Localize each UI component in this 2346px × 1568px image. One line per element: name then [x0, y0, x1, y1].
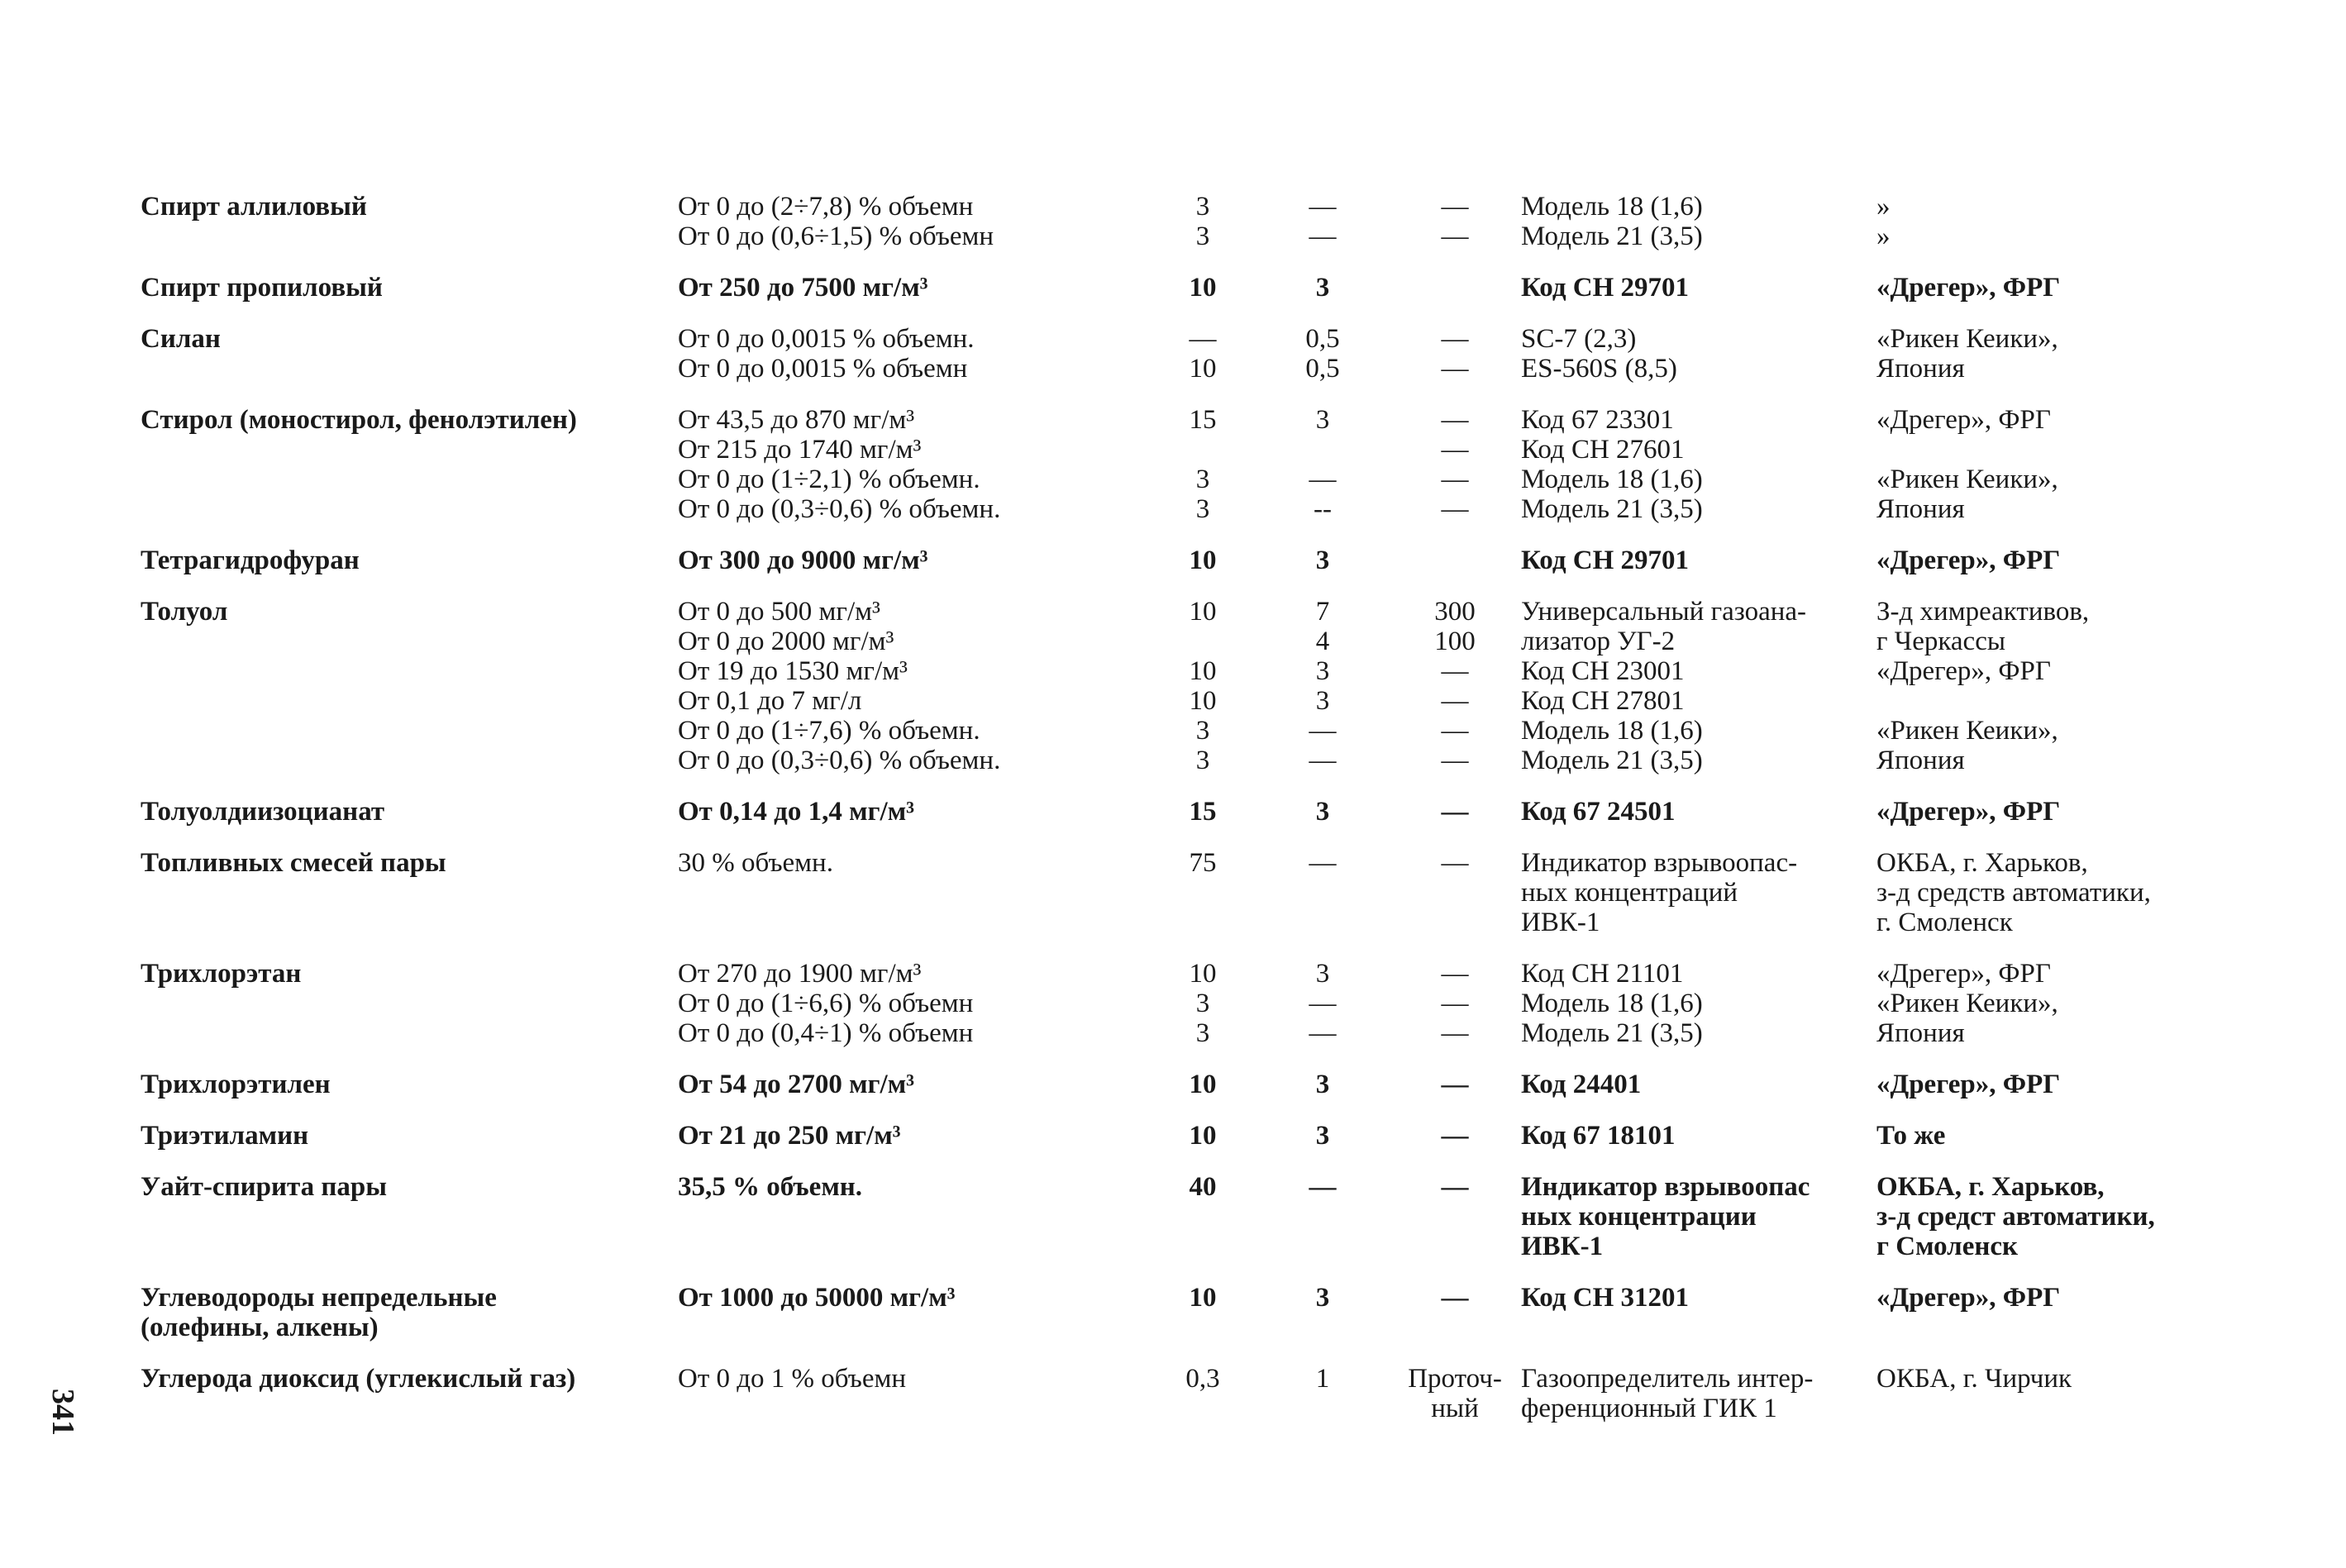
measurement-range: От 0 до (0,6÷1,5) % объемн [678, 222, 994, 251]
table-row [141, 1283, 2240, 1364]
value-a: 10 [1189, 273, 1217, 303]
value-a: 10 [1189, 354, 1217, 384]
manufacturer-cell [1876, 1364, 2240, 1445]
device-name: Индикатор взрывоопас [1521, 1172, 1810, 1202]
manufacturer: з-д средст автоматики, [1876, 1202, 2155, 1232]
table-row [141, 597, 2240, 797]
manufacturer: г. Смоленск [1876, 908, 2013, 937]
measurement-range: От 0 до (0,3÷0,6) % объемн. [678, 494, 1001, 524]
manufacturer: Япония [1876, 1018, 1965, 1048]
value-b: — [1309, 192, 1337, 222]
manufacturer: г Черкассы [1876, 627, 2006, 656]
value-c: — [1441, 222, 1469, 251]
measurement-range: От 0 до 0,0015 % объемн [678, 354, 968, 384]
table-row [141, 1364, 2240, 1445]
manufacturer: «Рикен Кеики», [1876, 324, 2058, 354]
value-c-cell [1389, 192, 1521, 273]
value-a: 10 [1189, 656, 1217, 686]
device-name: Код СН 31201 [1521, 1283, 1690, 1313]
value-b: — [1309, 1018, 1337, 1048]
value-c: 300 [1434, 597, 1476, 627]
measurement-range-cell [678, 192, 1149, 273]
substance-name: Спирт аллиловый [141, 192, 367, 222]
value-b-cell [1256, 597, 1389, 797]
value-c: — [1441, 1121, 1469, 1151]
measurement-range-cell [678, 1172, 1149, 1283]
value-b: — [1309, 989, 1337, 1018]
value-b: 4 [1315, 627, 1330, 656]
measurement-range: От 1000 до 50000 мг/м³ [678, 1283, 956, 1313]
manufacturer: З-д химреактивов, [1876, 597, 2090, 627]
value-a-cell [1149, 797, 1256, 848]
measurement-range: От 0 до (1÷7,6) % объемн. [678, 716, 980, 746]
measurement-range-cell [678, 597, 1149, 797]
substance-name-cell [141, 848, 678, 959]
substance-name: Стирол (моностирол, фенолэтилен) [141, 405, 577, 435]
manufacturer: «Дрегер», ФРГ [1876, 656, 2051, 686]
value-c: — [1441, 959, 1469, 989]
device-name: ных концентраций [1521, 878, 1738, 908]
value-b: 3 [1315, 656, 1330, 686]
value-c-cell [1389, 405, 1521, 546]
manufacturer: «Дрегер», ФРГ [1876, 405, 2051, 435]
device-name: лизатор УГ-2 [1521, 627, 1676, 656]
device-name: Модель 21 (3,5) [1521, 746, 1703, 775]
value-a: 10 [1189, 686, 1217, 716]
manufacturer-cell [1876, 546, 2240, 597]
value-b: 3 [1315, 1283, 1330, 1313]
device-name: Код СН 27801 [1521, 686, 1685, 716]
value-b-cell [1256, 273, 1389, 324]
value-a: 10 [1189, 1121, 1217, 1151]
value-a-cell [1149, 1070, 1256, 1121]
value-c-cell [1389, 959, 1521, 1070]
value-b: — [1309, 1172, 1337, 1202]
substance-name-cell [141, 273, 678, 324]
value-c-cell [1389, 546, 1521, 597]
value-b-cell [1256, 405, 1389, 546]
table-row [141, 546, 2240, 597]
device-name-cell [1521, 405, 1876, 546]
measurement-range: От 0 до (0,3÷0,6) % объемн. [678, 746, 1001, 775]
value-c: — [1441, 716, 1469, 746]
table-row [141, 848, 2240, 959]
table-row [141, 1070, 2240, 1121]
value-b: 7 [1315, 597, 1330, 627]
substance-name: Углеводороды непредельные [141, 1283, 497, 1313]
substance-name-cell [141, 405, 678, 546]
value-b-cell [1256, 959, 1389, 1070]
value-c: — [1441, 989, 1469, 1018]
measurement-range: От 300 до 9000 мг/м³ [678, 546, 928, 575]
value-a: 40 [1189, 1172, 1217, 1202]
device-name: Модель 18 (1,6) [1521, 465, 1703, 494]
measurement-range-cell [678, 797, 1149, 848]
substance-name-cell [141, 324, 678, 405]
value-c: — [1441, 1018, 1469, 1048]
value-a-cell [1149, 1121, 1256, 1172]
device-name: Индикатор взрывоопас- [1521, 848, 1798, 878]
measurement-range: От 43,5 до 870 мг/м³ [678, 405, 915, 435]
value-c-cell [1389, 848, 1521, 959]
manufacturer: ОКБА, г. Харьков, [1876, 1172, 2105, 1202]
value-a-cell [1149, 546, 1256, 597]
manufacturer: » [1876, 192, 1891, 222]
value-b: — [1309, 222, 1337, 251]
table-row [141, 797, 2240, 848]
device-name: ИВК-1 [1521, 1232, 1604, 1261]
measurement-range: От 0 до 2000 мг/м³ [678, 627, 894, 656]
device-name: Модель 18 (1,6) [1521, 716, 1703, 746]
substance-name-cell [141, 1283, 678, 1364]
value-a [1149, 627, 1256, 656]
device-name-cell [1521, 192, 1876, 273]
table-row [141, 959, 2240, 1070]
manufacturer: г Смоленск [1876, 1232, 2019, 1261]
device-name: ных концентрации [1521, 1202, 1757, 1232]
value-c: — [1441, 1172, 1469, 1202]
table-row [141, 324, 2240, 405]
value-b: -- [1314, 494, 1332, 524]
value-c: ный [1431, 1394, 1479, 1423]
measurement-range-cell [678, 1121, 1149, 1172]
gas-analyzer-table [141, 192, 2240, 1445]
value-c-cell [1389, 273, 1521, 324]
measurement-range: От 54 до 2700 мг/м³ [678, 1070, 915, 1099]
value-a: 3 [1195, 746, 1210, 775]
value-a: 3 [1195, 494, 1210, 524]
substance-name-cell [141, 1121, 678, 1172]
value-a-cell [1149, 324, 1256, 405]
value-c: Проточ- [1408, 1364, 1502, 1394]
device-name: Модель 21 (3,5) [1521, 1018, 1703, 1048]
value-b: 3 [1315, 959, 1330, 989]
measurement-range-cell [678, 1283, 1149, 1364]
value-b-cell [1256, 192, 1389, 273]
substance-name-cell [141, 1364, 678, 1445]
device-name: SC-7 (2,3) [1521, 324, 1637, 354]
measurement-range: От 0,14 до 1,4 мг/м³ [678, 797, 915, 827]
measurement-range: От 0 до (1÷2,1) % объемн. [678, 465, 980, 494]
value-c-cell [1389, 797, 1521, 848]
substance-name: Спирт пропиловый [141, 273, 383, 303]
value-b: 3 [1315, 273, 1330, 303]
measurement-range-cell [678, 848, 1149, 959]
manufacturer-cell [1876, 192, 2240, 273]
measurement-range: От 0 до 500 мг/м³ [678, 597, 880, 627]
measurement-range: 35,5 % объемн. [678, 1172, 863, 1202]
value-c: — [1441, 1070, 1469, 1099]
value-c-cell [1389, 597, 1521, 797]
value-a-cell [1149, 192, 1256, 273]
measurement-range-cell [678, 1070, 1149, 1121]
measurement-range: От 0 до 1 % объемн [678, 1364, 907, 1394]
device-name: Модель 21 (3,5) [1521, 222, 1703, 251]
value-c-cell [1389, 1172, 1521, 1283]
value-b-cell [1256, 1121, 1389, 1172]
value-c: — [1441, 324, 1469, 354]
device-name-cell [1521, 1364, 1876, 1445]
manufacturer-cell [1876, 273, 2240, 324]
value-c: 100 [1434, 627, 1476, 656]
measurement-range-cell [678, 546, 1149, 597]
manufacturer: «Дрегер», ФРГ [1876, 959, 2051, 989]
manufacturer: «Дрегер», ФРГ [1876, 797, 2061, 827]
table-row [141, 1121, 2240, 1172]
value-c: — [1441, 656, 1469, 686]
manufacturer-cell [1876, 848, 2240, 959]
value-b: 0,5 [1305, 354, 1340, 384]
manufacturer-cell [1876, 405, 2240, 546]
table-row [141, 273, 2240, 324]
manufacturer: Япония [1876, 354, 1965, 384]
value-b: — [1309, 465, 1337, 494]
value-b: 3 [1315, 405, 1330, 435]
value-a-cell [1149, 848, 1256, 959]
value-a-cell [1149, 405, 1256, 546]
value-b-cell [1256, 324, 1389, 405]
manufacturer-cell [1876, 597, 2240, 797]
value-c-cell [1389, 1121, 1521, 1172]
value-a: 10 [1189, 597, 1217, 627]
device-name: Код СН 29701 [1521, 546, 1690, 575]
substance-name: Углерода диоксид (углекислый газ) [141, 1364, 576, 1394]
value-c: — [1441, 435, 1469, 465]
value-c-cell [1389, 1283, 1521, 1364]
substance-name-cell [141, 959, 678, 1070]
measurement-range-cell [678, 959, 1149, 1070]
manufacturer [1876, 435, 2240, 465]
substance-name: Триэтиламин [141, 1121, 309, 1151]
value-c: — [1441, 1283, 1469, 1313]
value-a-cell [1149, 1283, 1256, 1364]
value-c [1389, 273, 1521, 303]
device-name-cell [1521, 546, 1876, 597]
value-b: 0,5 [1305, 324, 1340, 354]
manufacturer: «Дрегер», ФРГ [1876, 1283, 2061, 1313]
value-a: 3 [1195, 989, 1210, 1018]
value-b: 3 [1315, 1121, 1330, 1151]
manufacturer: «Дрегер», ФРГ [1876, 273, 2061, 303]
substance-name: Силан [141, 324, 221, 354]
manufacturer: «Дрегер», ФРГ [1876, 546, 2061, 575]
device-name: Код 67 24501 [1521, 797, 1676, 827]
manufacturer: «Рикен Кеики», [1876, 989, 2058, 1018]
measurement-range: От 0 до (1÷6,6) % объемн [678, 989, 974, 1018]
measurement-range: От 19 до 1530 мг/м³ [678, 656, 908, 686]
manufacturer: ОКБА, г. Чирчик [1876, 1364, 2072, 1394]
substance-name: Уайт-спирита пары [141, 1172, 387, 1202]
manufacturer: «Рикен Кеики», [1876, 465, 2058, 494]
value-b: — [1309, 848, 1337, 878]
device-name-cell [1521, 1283, 1876, 1364]
substance-name: Трихлорэтилен [141, 1070, 331, 1099]
device-name-cell [1521, 273, 1876, 324]
measurement-range-cell [678, 1364, 1149, 1445]
manufacturer: «Рикен Кеики», [1876, 716, 2058, 746]
value-c-cell [1389, 1364, 1521, 1445]
value-b-cell [1256, 1364, 1389, 1445]
value-c-cell [1389, 1070, 1521, 1121]
substance-name-cell [141, 597, 678, 797]
value-a-cell [1149, 959, 1256, 1070]
value-a: 3 [1195, 1018, 1210, 1048]
value-a: 15 [1189, 405, 1217, 435]
value-c: — [1441, 797, 1469, 827]
device-name-cell [1521, 1070, 1876, 1121]
value-a: — [1189, 324, 1217, 354]
manufacturer: з-д средств автоматики, [1876, 878, 2151, 908]
substance-name: Толуолдиизоцианат [141, 797, 385, 827]
device-name: Код 67 23301 [1521, 405, 1674, 435]
value-b-cell [1256, 546, 1389, 597]
manufacturer-cell [1876, 1283, 2240, 1364]
manufacturer: » [1876, 222, 1891, 251]
value-b [1256, 435, 1389, 465]
value-a: 10 [1189, 959, 1217, 989]
device-name-cell [1521, 1172, 1876, 1283]
manufacturer-cell [1876, 1172, 2240, 1283]
measurement-range: От 270 до 1900 мг/м³ [678, 959, 922, 989]
value-b: 3 [1315, 686, 1330, 716]
device-name-cell [1521, 597, 1876, 797]
value-c [1389, 546, 1521, 575]
value-a-cell [1149, 597, 1256, 797]
device-name: Код СН 23001 [1521, 656, 1685, 686]
value-c: — [1441, 192, 1469, 222]
substance-name-cell [141, 797, 678, 848]
measurement-range: От 21 до 250 мг/м³ [678, 1121, 901, 1151]
value-b: 3 [1315, 1070, 1330, 1099]
value-b: 1 [1315, 1364, 1330, 1394]
device-name: Модель 21 (3,5) [1521, 494, 1703, 524]
substance-name: Топливных смесей пары [141, 848, 446, 878]
value-c: — [1441, 848, 1469, 878]
manufacturer-cell [1876, 1070, 2240, 1121]
value-a [1149, 435, 1256, 465]
value-a: 0,3 [1185, 1364, 1220, 1394]
value-c: — [1441, 405, 1469, 435]
value-a: 3 [1195, 192, 1210, 222]
value-a: 10 [1189, 1283, 1217, 1313]
value-a: 75 [1189, 848, 1217, 878]
value-b: 3 [1315, 797, 1330, 827]
value-c: — [1441, 465, 1469, 494]
value-b: 3 [1315, 546, 1330, 575]
value-c: — [1441, 494, 1469, 524]
value-c: — [1441, 686, 1469, 716]
measurement-range: От 215 до 1740 мг/м³ [678, 435, 922, 465]
value-b: — [1309, 746, 1337, 775]
table-row [141, 1172, 2240, 1283]
value-b-cell [1256, 1172, 1389, 1283]
manufacturer: «Дрегер», ФРГ [1876, 1070, 2061, 1099]
measurement-range: От 0,1 до 7 мг/л [678, 686, 862, 716]
substance-name-cell [141, 546, 678, 597]
value-a: 10 [1189, 546, 1217, 575]
device-name-cell [1521, 797, 1876, 848]
substance-name: Трихлорэтан [141, 959, 302, 989]
manufacturer: Япония [1876, 746, 1965, 775]
device-name: Код СН 21101 [1521, 959, 1684, 989]
device-name-cell [1521, 1121, 1876, 1172]
value-b-cell [1256, 1070, 1389, 1121]
device-name: Универсальный газоана- [1521, 597, 1807, 627]
substance-name: Толуол [141, 597, 228, 627]
device-name: Код 67 18101 [1521, 1121, 1676, 1151]
manufacturer-cell [1876, 324, 2240, 405]
substance-name-cell [141, 192, 678, 273]
device-name: Код СН 29701 [1521, 273, 1690, 303]
value-b-cell [1256, 848, 1389, 959]
value-b-cell [1256, 1283, 1389, 1364]
manufacturer-cell [1876, 797, 2240, 848]
device-name-cell [1521, 959, 1876, 1070]
measurement-range: 30 % объемн. [678, 848, 833, 878]
device-name: Газоопределитель интер- [1521, 1364, 1814, 1394]
value-a: 3 [1195, 716, 1210, 746]
measurement-range: От 0 до (2÷7,8) % объемн [678, 192, 974, 222]
device-name: Модель 18 (1,6) [1521, 989, 1703, 1018]
table-row [141, 192, 2240, 273]
manufacturer [1876, 686, 2240, 716]
device-name: Код 24401 [1521, 1070, 1642, 1099]
substance-name-cell [141, 1172, 678, 1283]
device-name-cell [1521, 324, 1876, 405]
value-c-cell [1389, 324, 1521, 405]
value-a: 15 [1189, 797, 1217, 827]
value-c: — [1441, 354, 1469, 384]
measurement-range-cell [678, 405, 1149, 546]
value-b: — [1309, 716, 1337, 746]
value-a: 10 [1189, 1070, 1217, 1099]
measurement-range-cell [678, 324, 1149, 405]
manufacturer: Япония [1876, 494, 1965, 524]
manufacturer: ОКБА, г. Харьков, [1876, 848, 2088, 878]
value-b-cell [1256, 797, 1389, 848]
value-c: — [1441, 746, 1469, 775]
device-name: Код СН 27601 [1521, 435, 1685, 465]
device-name: ИВК-1 [1521, 908, 1600, 937]
device-name: ференционный ГИК 1 [1521, 1394, 1777, 1423]
value-a-cell [1149, 1172, 1256, 1283]
manufacturer: То же [1876, 1121, 1946, 1151]
manufacturer-cell [1876, 1121, 2240, 1172]
value-a: 3 [1195, 465, 1210, 494]
measurement-range: От 0 до 0,0015 % объемн. [678, 324, 975, 354]
manufacturer-cell [1876, 959, 2240, 1070]
value-a: 3 [1195, 222, 1210, 251]
value-a-cell [1149, 1364, 1256, 1445]
device-name: Модель 18 (1,6) [1521, 192, 1703, 222]
substance-name-cell [141, 1070, 678, 1121]
device-name-cell [1521, 848, 1876, 959]
measurement-range: От 250 до 7500 мг/м³ [678, 273, 928, 303]
substance-name: (олефины, алкены) [141, 1313, 379, 1342]
value-a-cell [1149, 273, 1256, 324]
page-number: 341 [45, 1389, 80, 1436]
measurement-range: От 0 до (0,4÷1) % объемн [678, 1018, 974, 1048]
device-name: ES-560S (8,5) [1521, 354, 1677, 384]
table-row [141, 405, 2240, 546]
substance-name: Тетрагидрофуран [141, 546, 360, 575]
measurement-range-cell [678, 273, 1149, 324]
